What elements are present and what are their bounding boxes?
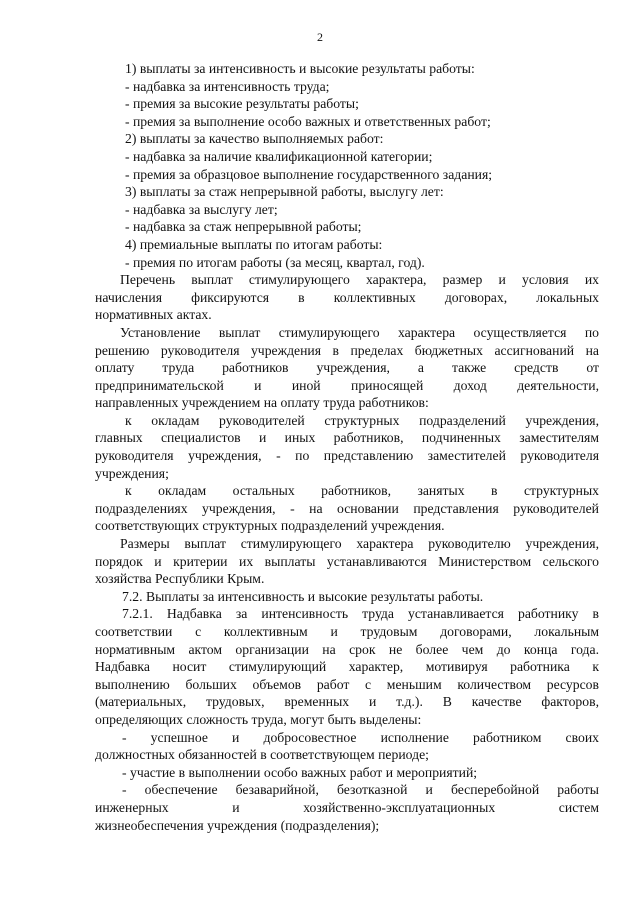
text-line: 7.2.1. Надбавка за интенсивность труда устанавливается работнику в [122,606,599,622]
text-line: Установление выплат стимулирующего характера осуществляется по [120,324,599,340]
page-number: 2 [317,30,323,44]
text-line: - премия за высокие результаты работы; [125,96,359,112]
text-line: нормативных актах. [95,307,212,323]
text-line: учреждения; [95,465,169,481]
text-line: должностных обязанностей в соответствующем периоде; [95,747,429,763]
text-line: определяющих сложность труда, могут быть выделены: [95,711,422,727]
text-line: начисления фиксируются в коллективных договорах, локальных [95,289,599,305]
text-line: - надбавка за наличие квалификационной категории; [125,148,433,164]
text-line: порядок и критерии их выплаты устанавливаются Министерством сельского [95,553,599,569]
text-line: подразделениях учреждения, - на основании представления руководителей [95,500,599,516]
text-line: соответствующих структурных подразделений учреждения. [95,518,445,534]
text-line: - премия по итогам работы (за месяц, квартал, год). [125,254,425,270]
document-body [95,60,599,834]
text-line: - обеспечение безаварийной, безотказной и бесперебойной работы [122,782,599,798]
text-line: - успешное и добросовестное исполнение работником своих [122,729,599,745]
text-line: - премия за выполнение особо важных и ответственных работ; [125,113,491,129]
text-line: оплату труда работников учреждения, а также средств от [95,360,599,376]
text-line: направленных учреждением на оплату труда работников: [95,395,429,411]
text-line: 7.2. Выплаты за интенсивность и высокие результаты работы. [122,588,484,604]
text-line: инженерных и хозяйственно-эксплуатационных систем [95,799,599,815]
text-line: - надбавка за выслугу лет; [125,201,278,217]
text-line: - надбавка за стаж непрерывной работы; [125,219,362,235]
text-line: к окладам остальных работников, занятых в структурных [125,483,599,499]
text-line: 1) выплаты за интенсивность и высокие результаты работы: [125,61,475,76]
text-line: 2) выплаты за качество выполняемых работ: [125,131,384,147]
text-line: к окладам руководителей структурных подразделений учреждения, [125,412,599,428]
text-line: - надбавка за интенсивность труда; [125,78,330,94]
text-line: - премия за образцовое выполнение государственного задания; [125,166,493,182]
text-line: (материальных, трудовых, временных и т.д.). В качестве факторов, [95,694,599,710]
text-line: руководителя учреждения, - по представлению заместителей руководителя [95,448,599,464]
text-line: главных специалистов и иных работников, подчиненных заместителям [95,430,599,446]
text-line: - участие в выполнении особо важных работ и мероприятий; [122,764,478,780]
text-line: 4) премиальные выплаты по итогам работы: [125,236,383,252]
text-line: нормативным актом организации на срок не более чем до конца года. [95,641,599,657]
text-line: хозяйства Республики Крым. [95,571,265,587]
text-line: решению руководителя учреждения в пределах бюджетных ассигнований на [95,342,599,358]
text-line: Надбавка носит стимулирующий характер, мотивируя работника к [95,659,599,675]
text-line: соответствии с коллективным и трудовым договорами, локальным [95,624,599,639]
text-line: 3) выплаты за стаж непрерывной работы, выслугу лет: [125,184,444,200]
text-line: Перечень выплат стимулирующего характера, размер и условия их [120,272,599,288]
text-line: Размеры выплат стимулирующего характера руководителю учреждения, [120,536,599,552]
text-line: жизнеобеспечения учреждения (подразделения); [95,817,380,833]
text-line: предпринимательской и иной приносящей доход деятельности, [95,377,599,393]
text-line: выполнению больших объемов работ с меньшим количеством ресурсов [95,676,599,692]
